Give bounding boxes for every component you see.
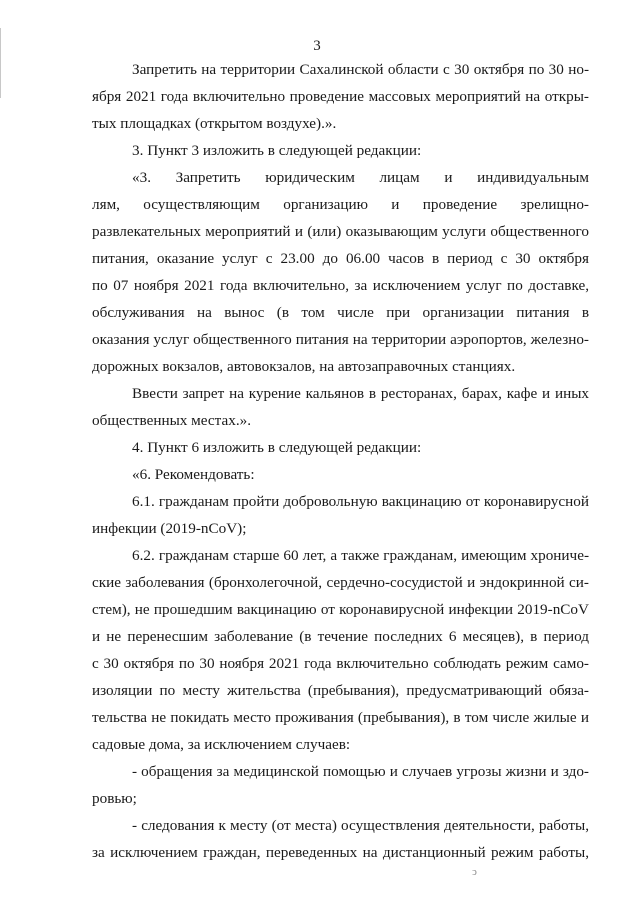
paragraph-line: дорожных вокзалов, автовокзалов, на автозаправочных станциях. — [92, 358, 516, 375]
paragraph-line: «3. Запретить юридическим лицам и индивидуальным — [132, 169, 589, 186]
paragraph-line: 6.2. гражданам старше 60 лет, а также гражданам, имеющим хрониче- — [132, 547, 589, 564]
paragraph-line: оказания услуг общественного питания на территории аэропортов, железно- — [92, 331, 589, 348]
paragraph-line: «6. Рекомендовать: — [132, 466, 255, 483]
paragraph-line: 3. Пункт 3 изложить в следующей редакции: — [132, 142, 422, 159]
paragraph-line: ские заболевания (бронхолегочной, сердечно-сосудистой и эндокринной си- — [92, 574, 589, 591]
paragraph-line: 6.1. гражданам пройти добровольную вакцинацию от коронавирусной — [132, 493, 589, 510]
paragraph-line: развлекательных мероприятий и (или) оказывающим услуги общественного — [92, 223, 589, 240]
paragraph-line: Запретить на территории Сахалинской области с 30 октября по 30 но- — [132, 61, 589, 78]
scan-mark: ↄ — [472, 866, 477, 878]
paragraph-line: стем), не прошедшим вакцинацию от коронавирусной инфекции 2019-nCoV — [92, 601, 589, 618]
paragraph-line: общественных местах.». — [92, 412, 252, 429]
paragraph-line: Ввести запрет на курение кальянов в ресторанах, барах, кафе и иных — [132, 385, 589, 402]
paragraph-line: обслуживания на вынос (в том числе при организации питания в — [92, 304, 589, 321]
paragraph-line: инфекции (2019-nCoV); — [92, 520, 247, 537]
paragraph-line: тых площадках (открытом воздухе).». — [92, 115, 337, 132]
paragraph-line: садовые дома, за исключением случаев: — [92, 736, 351, 753]
paragraph-line: по 07 ноября 2021 года включительно, за исключением услуг по доставке, — [92, 277, 589, 294]
paragraph-line: лям, осуществляющим организацию и проведение зрелищно- — [92, 196, 589, 213]
paragraph-line: ября 2021 года включительно проведение массовых мероприятий на откры- — [92, 88, 589, 105]
page-number: 3 — [313, 38, 321, 54]
paragraph-line: с 30 октября по 30 ноября 2021 года включительно соблюдать режим само- — [92, 655, 589, 672]
paragraph-line: ровью; — [92, 790, 137, 807]
paragraph-line: 4. Пункт 6 изложить в следующей редакции: — [132, 439, 422, 456]
paragraph-line: питания, оказание услуг с 23.00 до 06.00 часов в период с 30 октября — [92, 250, 589, 267]
paragraph-line: за исключением граждан, переведенных на дистанционный режим работы, — [92, 844, 589, 861]
paragraph-line: и не перенесшим заболевание (в течение последних 6 месяцев), в период — [92, 628, 589, 645]
paragraph-line: изоляции по месту жительства (пребывания), предусматривающий обяза- — [92, 682, 589, 699]
paragraph-line: тельства не покидать место проживания (пребывания), в том числе жилые и — [92, 709, 589, 726]
paragraph-line: - обращения за медицинской помощью и случаев угрозы жизни и здо- — [132, 763, 589, 780]
paragraph-line: - следования к месту (от места) осуществления деятельности, работы, — [132, 817, 589, 834]
